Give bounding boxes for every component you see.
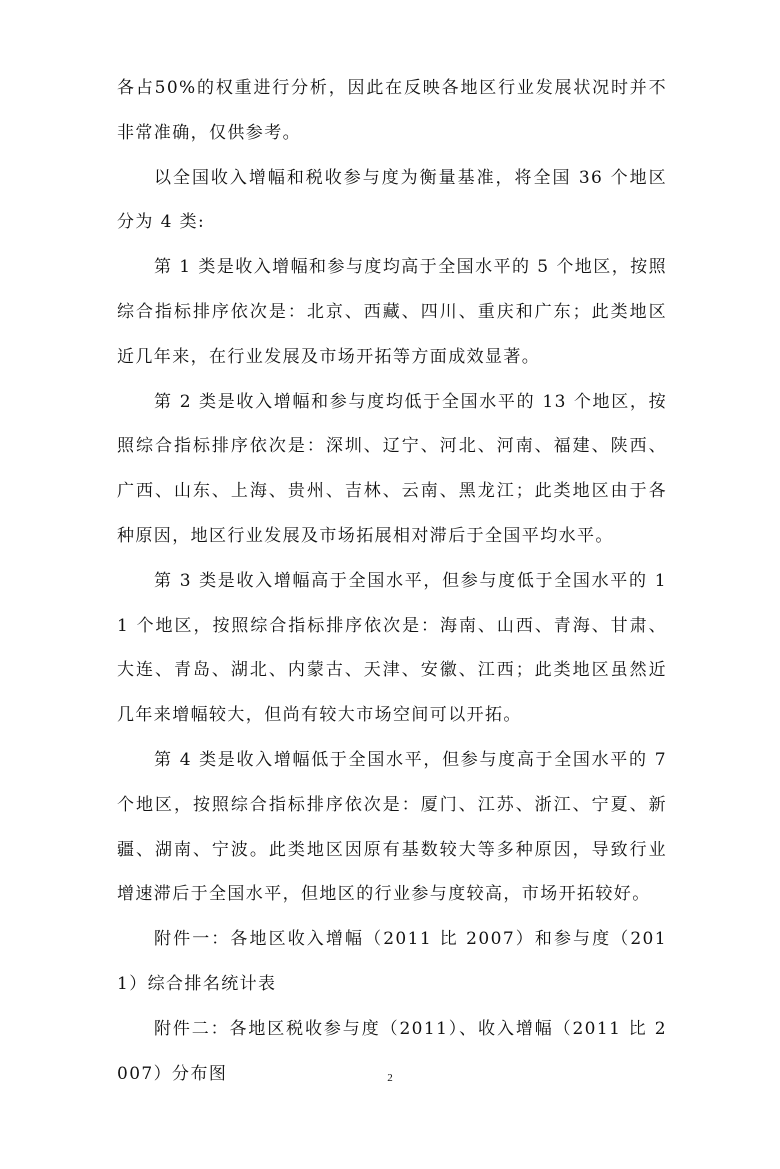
- paragraph-attachment-2: 附件二：各地区税收参与度（2011）、收入增幅（2011 比 2007）分布图: [117, 1018, 667, 1084]
- paragraph-category-4: 第 4 类是收入增幅低于全国水平，但参与度高于全国水平的 7 个地区，按照综合指标排序依次是：厦门、江苏、浙江、宁夏、新疆、湖南、宁波。此类地区因原有基数较大等多种原因，导致行业增速滞后于全国水平，但地区的行业参与度较高，市场开拓较好。: [117, 749, 667, 905]
- page-number: 2: [387, 1072, 393, 1084]
- paragraph-classification-intro: 以全国收入增幅和税收参与度为衡量基准，将全国 36 个地区分为 4 类:: [117, 167, 667, 233]
- paragraph-continuation: 各占50%的权重进行分析，因此在反映各地区行业发展状况时并不非常准确，仅供参考。: [117, 78, 667, 143]
- paragraph-category-1: 第 1 类是收入增幅和参与度均高于全国水平的 5 个地区，按照综合指标排序依次是：北京、西藏、四川、重庆和广东；此类地区近几年来，在行业发展及市场开拓等方面成效显著。: [117, 257, 667, 367]
- paragraph-category-2: 第 2 类是收入增幅和参与度均低于全国水平的 13 个地区，按照综合指标排序依次是：深圳、辽宁、河北、河南、福建、陕西、广西、山东、上海、贵州、吉林、云南、黑龙江；此类地区由于各种原因，地区行业发展及市场拓展相对滞后于全国平均水平。: [117, 391, 667, 546]
- paragraph-attachment-1: 附件一：各地区收入增幅（2011 比 2007）和参与度（2011）综合排名统计表: [117, 929, 667, 994]
- body-text: [117, 66, 667, 1096]
- paragraph-category-3: 第 3 类是收入增幅高于全国水平，但参与度低于全国水平的 11 个地区，按照综合指标排序依次是：海南、山西、青海、甘肃、大连、青岛、湖北、内蒙古、天津、安徽、江西；此类地区虽然近几年来增幅较大，但尚有较大市场空间可以开拓。: [117, 570, 667, 726]
